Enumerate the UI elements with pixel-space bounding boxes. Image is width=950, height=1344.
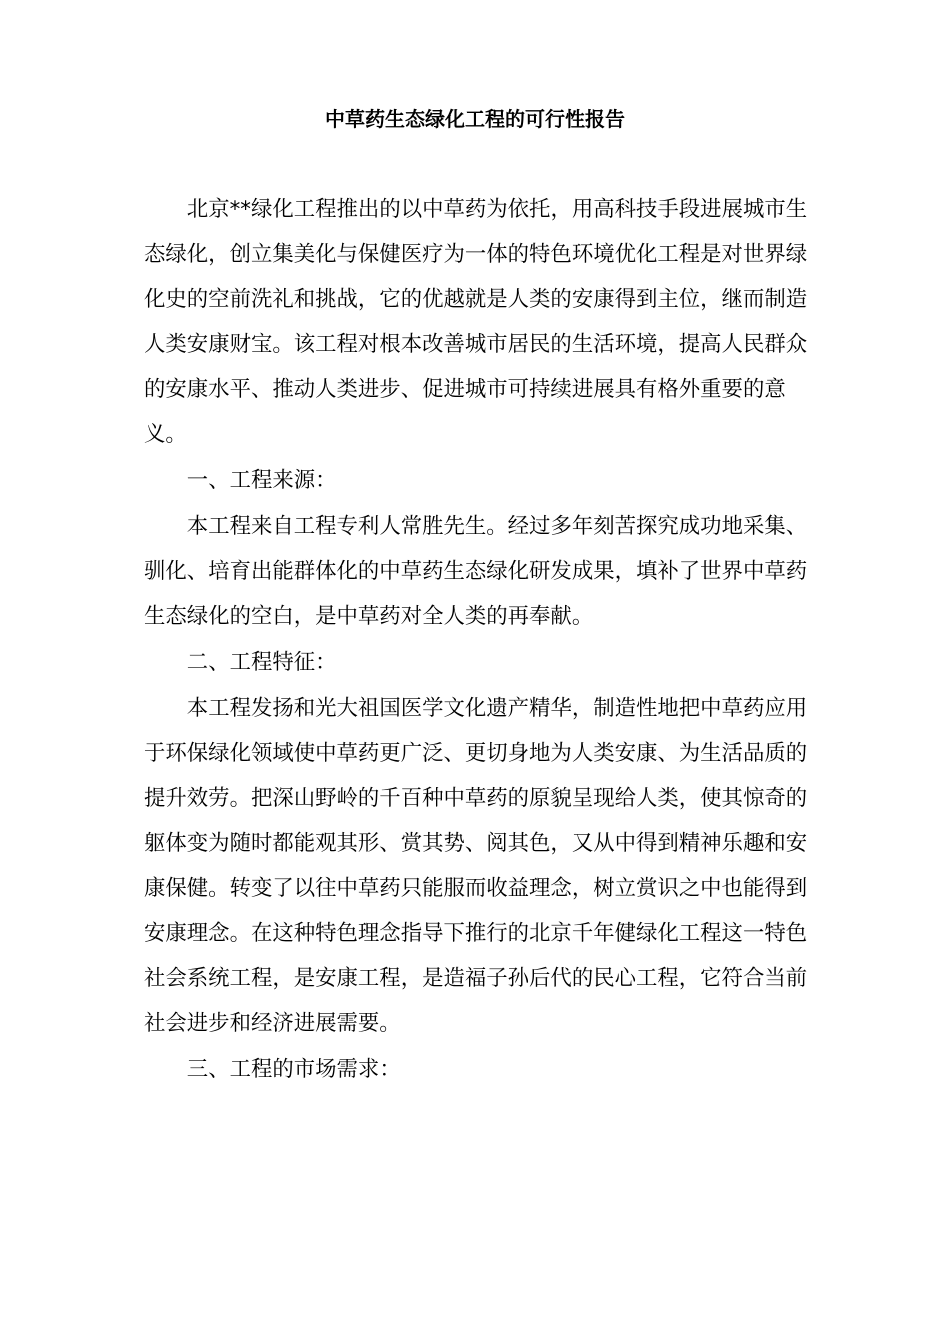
document-body: [144, 187, 824, 1093]
section-heading-source: 一、工程来源：: [186, 468, 337, 493]
section-heading-features: 二、工程特征：: [186, 650, 337, 675]
document-title: 中草药生态绿化工程的可行性报告: [325, 107, 625, 131]
paragraph-features: 本工程发扬和光大祖国医学文化遗产精华，制造性地把中草药应用于环保绿化领域使中草药更广泛、更切身地为人类安康、为生活品质的提升效劳。把深山野岭的千百种中草药的原貌呈现给人类，使其惊奇的躯体变为随时都能观其形、赏其势、阅其色，又从中得到精神乐趣和安康保健。转变了以往中草药只能服而收益理念，树立赏识之中也能得到安康理念。在这种特色理念指导下推行的北京千年健绿化工程这一特色社会系统工程，是安康工程，是造福子孙后代的民心工程，它符合当前社会进步和经济进展需要。: [144, 696, 808, 1036]
section-heading-market-demand: 三、工程的市场需求：: [186, 1057, 401, 1082]
paragraph-source: 本工程来自工程专利人常胜先生。经过多年刻苦探究成功地采集、驯化、培育出能群体化的中草药生态绿化研发成果，填补了世界中草药生态绿化的空白，是中草药对全人类的再奉献。: [144, 514, 808, 629]
paragraph-intro: 北京**绿化工程推出的以中草药为依托，用高科技手段进展城市生态绿化，创立集美化与保健医疗为一体的特色环境优化工程是对世界绿化史的空前洗礼和挑战，它的优越就是人类的安康得到主位，继而制造人类安康财宝。该工程对根本改善城市居民的生活环境，提高人民群众的安康水平、推动人类进步、促进城市可持续进展具有格外重要的意义。: [144, 197, 808, 447]
